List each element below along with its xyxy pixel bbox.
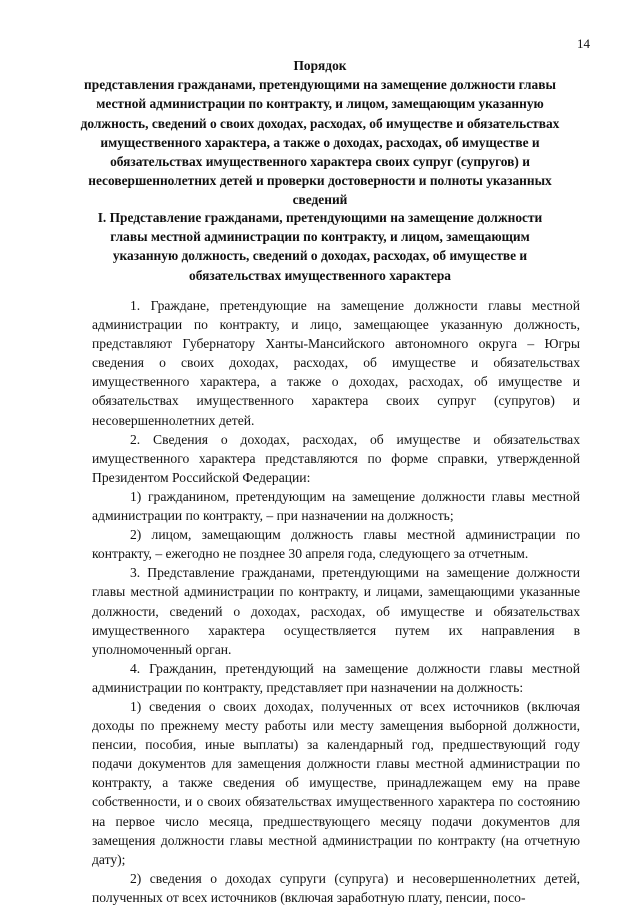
page-number: 14 (577, 36, 590, 51)
paragraph-4-item-1: 1) сведения о своих доходах, полученных от всех источников (включая доходы по прежнему месту работы или месту замещения выборной должности, пенсии, пособия, иные выплаты) за календарный год, предшествующий году подачи документов для замещения должности главы местной администрации по контракту, а также сведения об имуществе, принадлежащем ему на праве собственности, и о своих обязательствах имущественного характера по состоянию на первое число месяца, предшествующего месяцу подачи документов для замещения должности главы местной администрации по контракту (на отчетную дату); (92, 698, 580, 867)
body-text (92, 296, 580, 905)
title-subtitle: представления гражданами, претендующими на замещение должности главы местной администрации по контракту, и лицом, замещающим указанную должность, сведений о своих доходах, расходах, об имуществе и обязательствах имущественного характера, а также о доходах, расходах, об имуществе и обязательствах имущественного характера своих супруг (супругов) и несовершеннолетних детей и проверки достоверности и полноты указанных сведений (80, 77, 560, 208)
paragraph-3: 3. Представление гражданами, претендующими на замещение должности главы местной администрации по контракту, и лицами, замещающими указанные должности, сведений о доходах, расходах, об имуществе и обязательствах имущественного характера осуществляется путем их направления в уполномоченный орган. (92, 565, 580, 657)
title-main: Порядок (293, 58, 347, 73)
paragraph-4-item-2: 2) сведения о доходах супруги (супруга) и несовершеннолетних детей, полученных от всех источников (включая заработную плату, пенсии, посо- (92, 870, 580, 905)
section-heading: I. Представление гражданами, претендующими на замещение должности главы местной администрации по контракту, и лицом, замещающим указанную должность, сведений о доходах, расходах, об имуществе и обязательствах имущественного характера (97, 210, 543, 283)
paragraph-2-item-1: 1) гражданином, претендующим на замещение должности главы местной администрации по контракту, – при назначении на должность; (92, 488, 580, 524)
paragraph-4: 4. Гражданин, претендующий на замещение должности главы местной администрации по контракту, представляет при назначении на должность: (92, 660, 580, 695)
paragraph-1: 1. Граждане, претендующие на замещение должности главы местной администрации по контракту, и лицо, замещающее указанную должность, представляют Губернатору Ханты-Мансийского автономного округа – Югры сведения о своих доходах, расходах, об имуществе и обязательствах имущественного характера, а также о доходах, расходах, об имуществе и обязательствах имущественного характера своих супруг (супругов) и несовершеннолетних детей. (92, 298, 580, 428)
paragraph-2-item-2: 2) лицом, замещающим должность главы местной администрации по контракту, – ежегодно не позднее 30 апреля года, следующего за отчетным. (92, 527, 580, 562)
paragraph-2: 2. Сведения о доходах, расходах, об имуществе и обязательствах имущественного характера представляются по форме справки, утвержденной Президентом Российской Федерации: (92, 431, 580, 485)
document-title (80, 56, 560, 210)
